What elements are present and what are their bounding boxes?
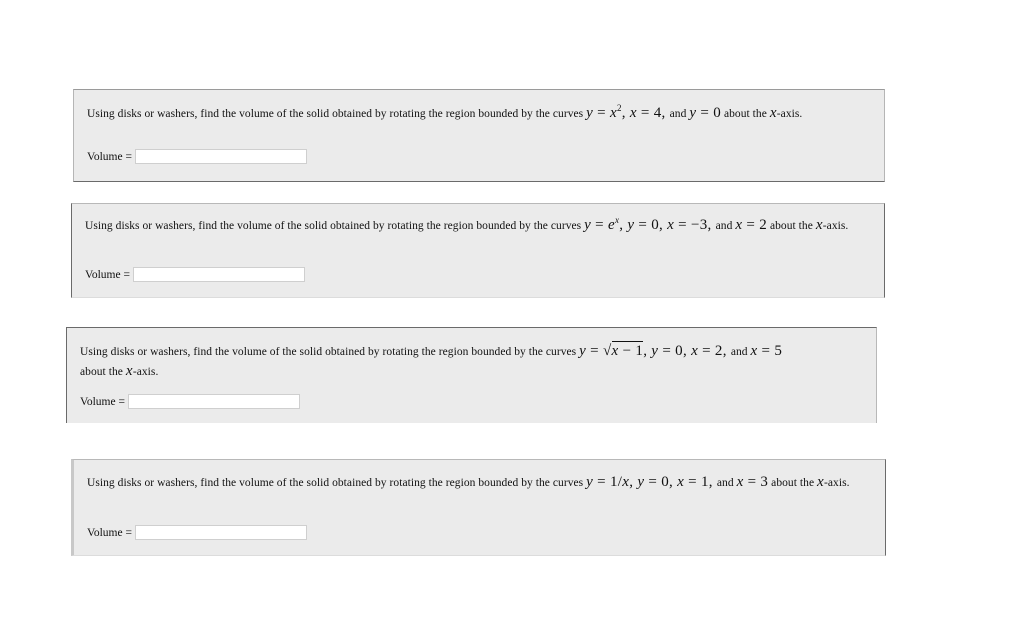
curves-equation-1: $y = x^2$, x = 4, — [586, 103, 670, 121]
curves-equation-4: y = 1/x, y = 0, x = 1, — [586, 474, 717, 490]
answer-row-1 — [87, 149, 307, 164]
answer-row-3 — [80, 394, 300, 409]
answer-row-2 — [85, 267, 305, 282]
volume-label-2: Volume = — [85, 268, 130, 281]
volume-input-4[interactable] — [135, 525, 307, 540]
problem-statement-1: Using disks or washers, find the volume of the solid obtained by rotating the region bounded by the curves $y = x^2$, x = 4, and y = 0 about the x-axis. — [87, 103, 803, 121]
curves-equation-3: y = √x − 1, y = 0, x = 2, — [579, 343, 731, 359]
volume-input-1[interactable] — [135, 149, 307, 164]
volume-input-2[interactable] — [133, 267, 305, 282]
problem-statement-3: Using disks or washers, find the volume of the solid obtained by rotating the region bounded by the curves y = √x − 1, y = 0, x = 2, and x = 5 about the x-axis. — [80, 343, 783, 379]
volume-label-3: Volume = — [80, 395, 125, 408]
curves-equation-2: $y = e^x$, y = 0, x = −3, — [584, 215, 716, 233]
volume-label-1: Volume = — [87, 150, 132, 163]
problem-card-1 — [73, 89, 885, 182]
answer-row-4 — [87, 525, 307, 540]
problem-statement-2: Using disks or washers, find the volume of the solid obtained by rotating the region bounded by the curves $y = e^x$, y = 0, x = −3, and x = 2 about the x-axis. — [85, 215, 849, 233]
problem-card-2 — [71, 203, 885, 298]
volume-label-4: Volume = — [87, 526, 132, 539]
volume-input-3[interactable] — [128, 394, 300, 409]
problem-card-4 — [71, 459, 886, 556]
problem-card-3 — [66, 327, 877, 423]
problem-statement-4: Using disks or washers, find the volume of the solid obtained by rotating the region bounded by the curves y = 1/x, y = 0, x = 1, and x = 3 about the x-axis. — [87, 474, 850, 490]
